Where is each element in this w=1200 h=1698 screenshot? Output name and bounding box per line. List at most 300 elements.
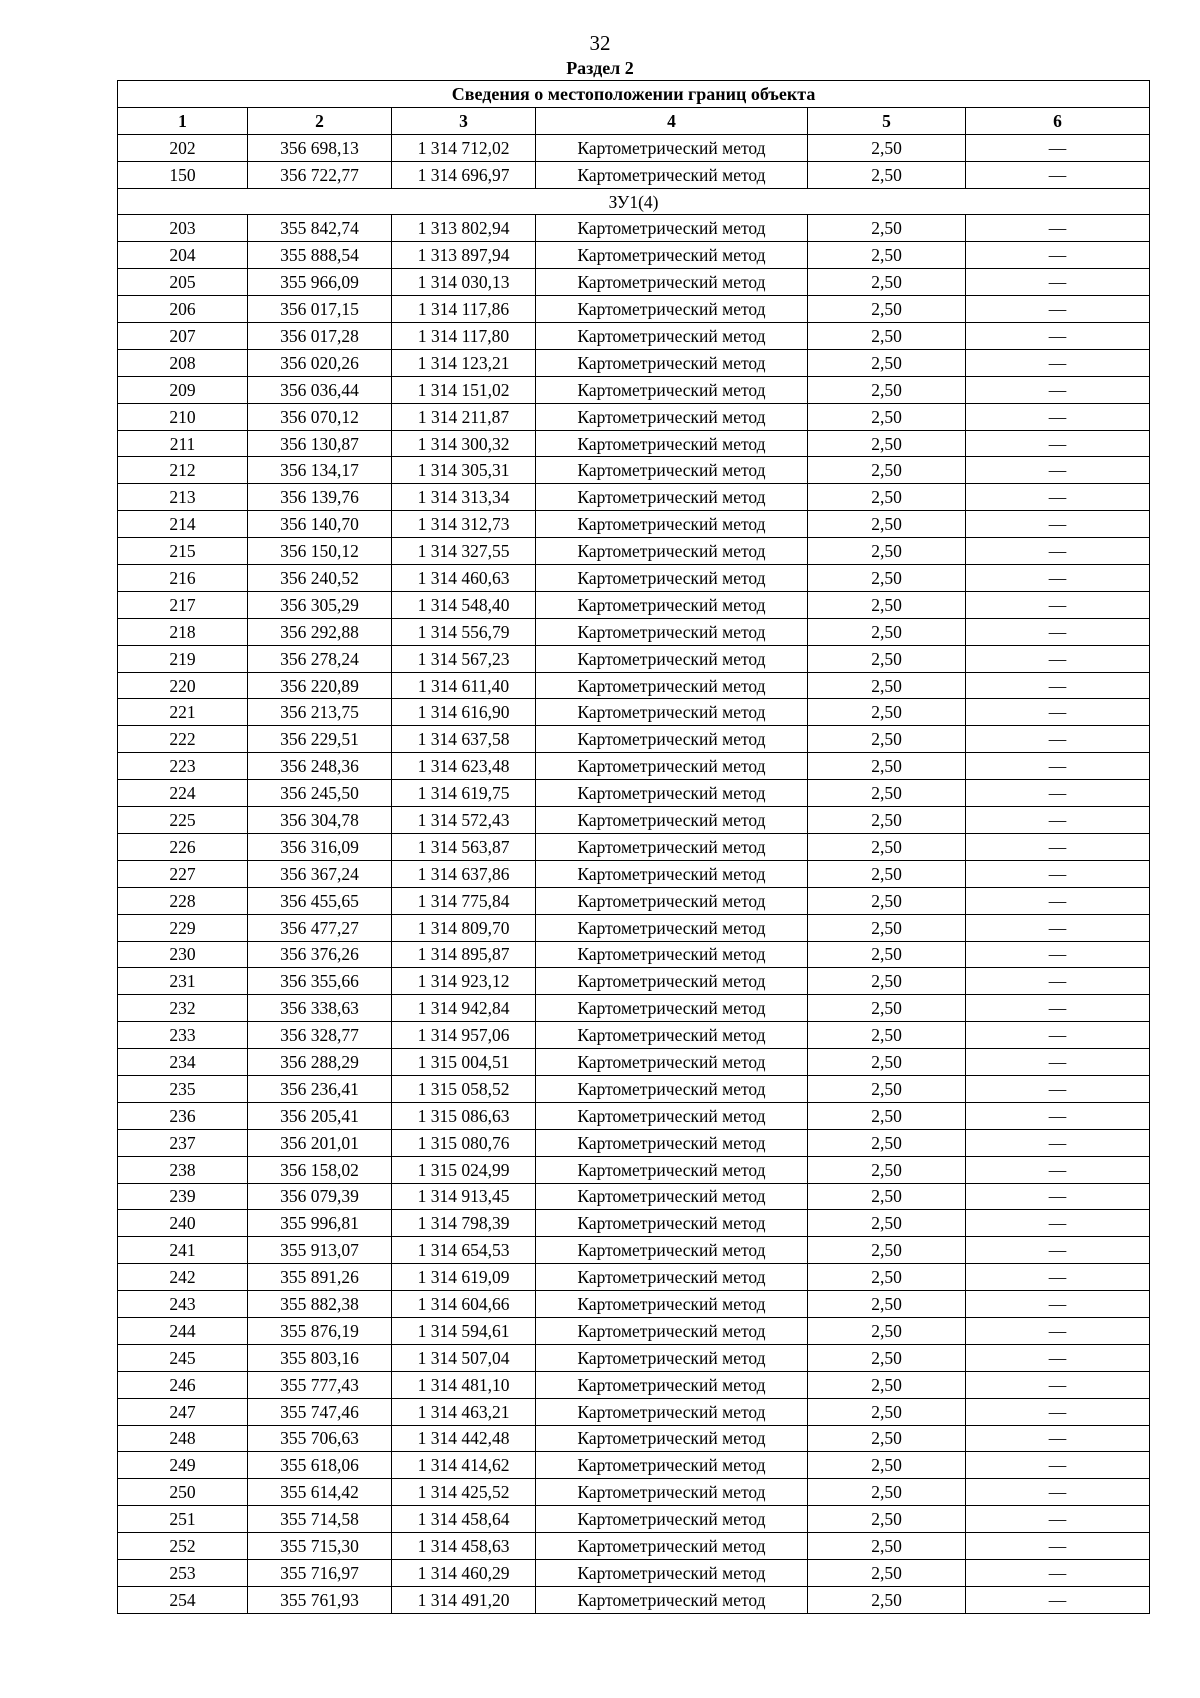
accuracy-cell: 2,50 bbox=[808, 807, 966, 834]
coordinate-y-cell: 1 314 923,12 bbox=[392, 968, 536, 995]
point-number-cell: 207 bbox=[118, 323, 248, 350]
column-header: 3 bbox=[392, 107, 536, 134]
accuracy-cell: 2,50 bbox=[808, 1344, 966, 1371]
method-cell: Картометрический метод bbox=[536, 968, 808, 995]
coordinate-y-cell: 1 315 004,51 bbox=[392, 1049, 536, 1076]
point-number-cell: 222 bbox=[118, 726, 248, 753]
table-row bbox=[118, 699, 1150, 726]
method-cell: Картометрический метод bbox=[536, 807, 808, 834]
method-cell: Картометрический метод bbox=[536, 1452, 808, 1479]
table-row bbox=[118, 807, 1150, 834]
point-number-cell: 223 bbox=[118, 753, 248, 780]
accuracy-cell: 2,50 bbox=[808, 269, 966, 296]
accuracy-cell: 2,50 bbox=[808, 726, 966, 753]
coordinate-x-cell: 356 201,01 bbox=[248, 1129, 392, 1156]
accuracy-cell: 2,50 bbox=[808, 914, 966, 941]
coordinate-y-cell: 1 314 623,48 bbox=[392, 753, 536, 780]
description-cell: — bbox=[966, 430, 1150, 457]
table-row bbox=[118, 591, 1150, 618]
coordinate-x-cell: 356 020,26 bbox=[248, 349, 392, 376]
coordinate-y-cell: 1 314 481,10 bbox=[392, 1371, 536, 1398]
coordinate-x-cell: 355 966,09 bbox=[248, 269, 392, 296]
column-header: 2 bbox=[248, 107, 392, 134]
table-row bbox=[118, 1559, 1150, 1586]
accuracy-cell: 2,50 bbox=[808, 565, 966, 592]
point-number-cell: 232 bbox=[118, 995, 248, 1022]
method-cell: Картометрический метод bbox=[536, 780, 808, 807]
accuracy-cell: 2,50 bbox=[808, 780, 966, 807]
coordinate-y-cell: 1 314 151,02 bbox=[392, 376, 536, 403]
method-cell: Картометрический метод bbox=[536, 672, 808, 699]
accuracy-cell: 2,50 bbox=[808, 1291, 966, 1318]
accuracy-cell: 2,50 bbox=[808, 1425, 966, 1452]
table-row bbox=[118, 565, 1150, 592]
method-cell: Картометрический метод bbox=[536, 1237, 808, 1264]
coordinate-y-cell: 1 314 123,21 bbox=[392, 349, 536, 376]
accuracy-cell: 2,50 bbox=[808, 1049, 966, 1076]
coordinate-y-cell: 1 314 117,80 bbox=[392, 323, 536, 350]
description-cell: — bbox=[966, 1075, 1150, 1102]
coordinate-x-cell: 356 245,50 bbox=[248, 780, 392, 807]
coordinate-x-cell: 356 130,87 bbox=[248, 430, 392, 457]
coordinate-x-cell: 356 150,12 bbox=[248, 538, 392, 565]
description-cell: — bbox=[966, 968, 1150, 995]
coordinate-x-cell: 355 913,07 bbox=[248, 1237, 392, 1264]
coordinate-x-cell: 356 205,41 bbox=[248, 1102, 392, 1129]
method-cell: Картометрический метод bbox=[536, 134, 808, 161]
point-number-cell: 202 bbox=[118, 134, 248, 161]
coordinate-y-cell: 1 314 637,86 bbox=[392, 860, 536, 887]
table-row bbox=[118, 349, 1150, 376]
table-row bbox=[118, 941, 1150, 968]
accuracy-cell: 2,50 bbox=[808, 323, 966, 350]
accuracy-cell: 2,50 bbox=[808, 403, 966, 430]
coordinate-y-cell: 1 314 117,86 bbox=[392, 296, 536, 323]
accuracy-cell: 2,50 bbox=[808, 511, 966, 538]
table-row bbox=[118, 134, 1150, 161]
coordinate-x-cell: 356 278,24 bbox=[248, 645, 392, 672]
point-number-cell: 238 bbox=[118, 1156, 248, 1183]
description-cell: — bbox=[966, 403, 1150, 430]
coordinate-x-cell: 355 761,93 bbox=[248, 1586, 392, 1613]
method-cell: Картометрический метод bbox=[536, 1398, 808, 1425]
coordinate-y-cell: 1 314 957,06 bbox=[392, 1022, 536, 1049]
description-cell: — bbox=[966, 538, 1150, 565]
table-row bbox=[118, 1129, 1150, 1156]
description-cell: — bbox=[966, 1129, 1150, 1156]
accuracy-cell: 2,50 bbox=[808, 995, 966, 1022]
table-row bbox=[118, 1075, 1150, 1102]
coordinate-x-cell: 356 722,77 bbox=[248, 161, 392, 188]
rows-before-group bbox=[118, 134, 1150, 188]
accuracy-cell: 2,50 bbox=[808, 457, 966, 484]
coordinate-y-cell: 1 314 460,63 bbox=[392, 565, 536, 592]
description-cell: — bbox=[966, 887, 1150, 914]
table-row bbox=[118, 161, 1150, 188]
column-number-row bbox=[118, 107, 1150, 134]
coordinate-y-cell: 1 314 458,63 bbox=[392, 1533, 536, 1560]
description-cell: — bbox=[966, 134, 1150, 161]
point-number-cell: 247 bbox=[118, 1398, 248, 1425]
column-header: 5 bbox=[808, 107, 966, 134]
description-cell: — bbox=[966, 376, 1150, 403]
method-cell: Картометрический метод bbox=[536, 591, 808, 618]
point-number-cell: 210 bbox=[118, 403, 248, 430]
group-row bbox=[118, 188, 1150, 215]
accuracy-cell: 2,50 bbox=[808, 134, 966, 161]
coordinate-y-cell: 1 314 654,53 bbox=[392, 1237, 536, 1264]
point-number-cell: 219 bbox=[118, 645, 248, 672]
point-number-cell: 239 bbox=[118, 1183, 248, 1210]
coordinate-y-cell: 1 315 024,99 bbox=[392, 1156, 536, 1183]
point-number-cell: 203 bbox=[118, 215, 248, 242]
description-cell: — bbox=[966, 914, 1150, 941]
coordinate-x-cell: 356 316,09 bbox=[248, 833, 392, 860]
table-row bbox=[118, 995, 1150, 1022]
method-cell: Картометрический метод bbox=[536, 726, 808, 753]
coordinate-y-cell: 1 314 300,32 bbox=[392, 430, 536, 457]
coordinate-y-cell: 1 314 563,87 bbox=[392, 833, 536, 860]
table-row bbox=[118, 1291, 1150, 1318]
page-number: 32 bbox=[589, 31, 611, 55]
coordinate-x-cell: 356 229,51 bbox=[248, 726, 392, 753]
rows-after-group bbox=[118, 215, 1150, 1613]
coordinate-y-cell: 1 314 460,29 bbox=[392, 1559, 536, 1586]
coordinate-y-cell: 1 314 619,09 bbox=[392, 1264, 536, 1291]
section-title: Раздел 2 bbox=[566, 58, 634, 78]
description-cell: — bbox=[966, 1371, 1150, 1398]
coordinate-y-cell: 1 313 802,94 bbox=[392, 215, 536, 242]
accuracy-cell: 2,50 bbox=[808, 1479, 966, 1506]
point-number-cell: 234 bbox=[118, 1049, 248, 1076]
coordinate-x-cell: 356 304,78 bbox=[248, 807, 392, 834]
point-number-cell: 217 bbox=[118, 591, 248, 618]
description-cell: — bbox=[966, 1398, 1150, 1425]
method-cell: Картометрический метод bbox=[536, 1049, 808, 1076]
point-number-cell: 227 bbox=[118, 860, 248, 887]
coordinate-x-cell: 355 891,26 bbox=[248, 1264, 392, 1291]
table-row bbox=[118, 726, 1150, 753]
caption-row bbox=[118, 81, 1150, 108]
coordinate-y-cell: 1 314 548,40 bbox=[392, 591, 536, 618]
table-row bbox=[118, 1398, 1150, 1425]
table-row bbox=[118, 376, 1150, 403]
point-number-cell: 214 bbox=[118, 511, 248, 538]
description-cell: — bbox=[966, 565, 1150, 592]
description-cell: — bbox=[966, 941, 1150, 968]
method-cell: Картометрический метод bbox=[536, 376, 808, 403]
description-cell: — bbox=[966, 1102, 1150, 1129]
method-cell: Картометрический метод bbox=[536, 618, 808, 645]
table-row bbox=[118, 242, 1150, 269]
description-cell: — bbox=[966, 699, 1150, 726]
accuracy-cell: 2,50 bbox=[808, 242, 966, 269]
point-number-cell: 251 bbox=[118, 1506, 248, 1533]
accuracy-cell: 2,50 bbox=[808, 1371, 966, 1398]
accuracy-cell: 2,50 bbox=[808, 161, 966, 188]
coordinate-y-cell: 1 314 696,97 bbox=[392, 161, 536, 188]
accuracy-cell: 2,50 bbox=[808, 296, 966, 323]
point-number-cell: 242 bbox=[118, 1264, 248, 1291]
table-row bbox=[118, 1156, 1150, 1183]
point-number-cell: 218 bbox=[118, 618, 248, 645]
method-cell: Картометрический метод bbox=[536, 215, 808, 242]
description-cell: — bbox=[966, 215, 1150, 242]
point-number-cell: 245 bbox=[118, 1344, 248, 1371]
coordinate-x-cell: 356 017,15 bbox=[248, 296, 392, 323]
point-number-cell: 249 bbox=[118, 1452, 248, 1479]
description-cell: — bbox=[966, 1533, 1150, 1560]
accuracy-cell: 2,50 bbox=[808, 1210, 966, 1237]
method-cell: Картометрический метод bbox=[536, 1344, 808, 1371]
description-cell: — bbox=[966, 161, 1150, 188]
table-row bbox=[118, 323, 1150, 350]
coordinate-x-cell: 355 882,38 bbox=[248, 1291, 392, 1318]
accuracy-cell: 2,50 bbox=[808, 1559, 966, 1586]
coordinate-y-cell: 1 314 556,79 bbox=[392, 618, 536, 645]
coordinate-y-cell: 1 314 611,40 bbox=[392, 672, 536, 699]
accuracy-cell: 2,50 bbox=[808, 941, 966, 968]
accuracy-cell: 2,50 bbox=[808, 1586, 966, 1613]
table-row bbox=[118, 1425, 1150, 1452]
table-row bbox=[118, 1506, 1150, 1533]
point-number-cell: 250 bbox=[118, 1479, 248, 1506]
coordinate-y-cell: 1 314 594,61 bbox=[392, 1317, 536, 1344]
coordinate-x-cell: 356 220,89 bbox=[248, 672, 392, 699]
table-row bbox=[118, 215, 1150, 242]
description-cell: — bbox=[966, 484, 1150, 511]
table-row bbox=[118, 1479, 1150, 1506]
accuracy-cell: 2,50 bbox=[808, 1398, 966, 1425]
method-cell: Картометрический метод bbox=[536, 753, 808, 780]
table-row bbox=[118, 403, 1150, 430]
group-label: ЗУ1(4) bbox=[118, 188, 1150, 215]
description-cell: — bbox=[966, 780, 1150, 807]
coordinate-y-cell: 1 314 567,23 bbox=[392, 645, 536, 672]
method-cell: Картометрический метод bbox=[536, 1586, 808, 1613]
point-number-cell: 241 bbox=[118, 1237, 248, 1264]
coordinate-x-cell: 356 213,75 bbox=[248, 699, 392, 726]
coordinate-y-cell: 1 314 442,48 bbox=[392, 1425, 536, 1452]
point-number-cell: 215 bbox=[118, 538, 248, 565]
table-row bbox=[118, 511, 1150, 538]
coordinate-x-cell: 356 455,65 bbox=[248, 887, 392, 914]
accuracy-cell: 2,50 bbox=[808, 538, 966, 565]
point-number-cell: 235 bbox=[118, 1075, 248, 1102]
table-row bbox=[118, 457, 1150, 484]
point-number-cell: 226 bbox=[118, 833, 248, 860]
description-cell: — bbox=[966, 1506, 1150, 1533]
table-row bbox=[118, 672, 1150, 699]
coordinate-x-cell: 355 747,46 bbox=[248, 1398, 392, 1425]
point-number-cell: 240 bbox=[118, 1210, 248, 1237]
point-number-cell: 253 bbox=[118, 1559, 248, 1586]
description-cell: — bbox=[966, 457, 1150, 484]
point-number-cell: 221 bbox=[118, 699, 248, 726]
description-cell: — bbox=[966, 1425, 1150, 1452]
method-cell: Картометрический метод bbox=[536, 1210, 808, 1237]
table-row bbox=[118, 1344, 1150, 1371]
method-cell: Картометрический метод bbox=[536, 538, 808, 565]
point-number-cell: 150 bbox=[118, 161, 248, 188]
accuracy-cell: 2,50 bbox=[808, 1506, 966, 1533]
point-number-cell: 229 bbox=[118, 914, 248, 941]
method-cell: Картометрический метод bbox=[536, 242, 808, 269]
method-cell: Картометрический метод bbox=[536, 1371, 808, 1398]
table-row bbox=[118, 860, 1150, 887]
coordinate-x-cell: 356 355,66 bbox=[248, 968, 392, 995]
accuracy-cell: 2,50 bbox=[808, 968, 966, 995]
description-cell: — bbox=[966, 1559, 1150, 1586]
method-cell: Картометрический метод bbox=[536, 1559, 808, 1586]
description-cell: — bbox=[966, 242, 1150, 269]
method-cell: Картометрический метод bbox=[536, 887, 808, 914]
coordinate-x-cell: 355 888,54 bbox=[248, 242, 392, 269]
coordinate-x-cell: 355 842,74 bbox=[248, 215, 392, 242]
table-row bbox=[118, 269, 1150, 296]
table-row bbox=[118, 430, 1150, 457]
method-cell: Картометрический метод bbox=[536, 403, 808, 430]
point-number-cell: 204 bbox=[118, 242, 248, 269]
table-row bbox=[118, 887, 1150, 914]
boundary-table bbox=[117, 80, 1150, 1614]
description-cell: — bbox=[966, 591, 1150, 618]
point-number-cell: 224 bbox=[118, 780, 248, 807]
accuracy-cell: 2,50 bbox=[808, 860, 966, 887]
table-row bbox=[118, 780, 1150, 807]
coordinate-x-cell: 356 376,26 bbox=[248, 941, 392, 968]
accuracy-cell: 2,50 bbox=[808, 1156, 966, 1183]
method-cell: Картометрический метод bbox=[536, 511, 808, 538]
table-row bbox=[118, 1533, 1150, 1560]
point-number-cell: 230 bbox=[118, 941, 248, 968]
coordinate-x-cell: 356 139,76 bbox=[248, 484, 392, 511]
coordinate-y-cell: 1 314 712,02 bbox=[392, 134, 536, 161]
point-number-cell: 208 bbox=[118, 349, 248, 376]
method-cell: Картометрический метод bbox=[536, 349, 808, 376]
coordinate-y-cell: 1 314 604,66 bbox=[392, 1291, 536, 1318]
method-cell: Картометрический метод bbox=[536, 941, 808, 968]
method-cell: Картометрический метод bbox=[536, 430, 808, 457]
table-row bbox=[118, 1452, 1150, 1479]
table-row bbox=[118, 968, 1150, 995]
coordinate-x-cell: 355 716,97 bbox=[248, 1559, 392, 1586]
accuracy-cell: 2,50 bbox=[808, 1317, 966, 1344]
coordinate-x-cell: 356 070,12 bbox=[248, 403, 392, 430]
column-header: 6 bbox=[966, 107, 1150, 134]
coordinate-x-cell: 356 698,13 bbox=[248, 134, 392, 161]
accuracy-cell: 2,50 bbox=[808, 699, 966, 726]
accuracy-cell: 2,50 bbox=[808, 1022, 966, 1049]
accuracy-cell: 2,50 bbox=[808, 215, 966, 242]
coordinate-y-cell: 1 314 313,34 bbox=[392, 484, 536, 511]
method-cell: Картометрический метод bbox=[536, 1129, 808, 1156]
description-cell: — bbox=[966, 1586, 1150, 1613]
description-cell: — bbox=[966, 296, 1150, 323]
description-cell: — bbox=[966, 860, 1150, 887]
method-cell: Картометрический метод bbox=[536, 565, 808, 592]
description-cell: — bbox=[966, 1479, 1150, 1506]
coordinate-x-cell: 356 292,88 bbox=[248, 618, 392, 645]
description-cell: — bbox=[966, 995, 1150, 1022]
table-row bbox=[118, 618, 1150, 645]
method-cell: Картометрический метод bbox=[536, 161, 808, 188]
method-cell: Картометрический метод bbox=[536, 1075, 808, 1102]
point-number-cell: 205 bbox=[118, 269, 248, 296]
description-cell: — bbox=[966, 349, 1150, 376]
coordinate-x-cell: 356 236,41 bbox=[248, 1075, 392, 1102]
coordinate-y-cell: 1 314 616,90 bbox=[392, 699, 536, 726]
accuracy-cell: 2,50 bbox=[808, 1533, 966, 1560]
table-row bbox=[118, 1371, 1150, 1398]
point-number-cell: 220 bbox=[118, 672, 248, 699]
description-cell: — bbox=[966, 1183, 1150, 1210]
coordinate-x-cell: 356 240,52 bbox=[248, 565, 392, 592]
coordinate-x-cell: 356 036,44 bbox=[248, 376, 392, 403]
method-cell: Картометрический метод bbox=[536, 645, 808, 672]
point-number-cell: 243 bbox=[118, 1291, 248, 1318]
group-section bbox=[118, 188, 1150, 215]
coordinate-x-cell: 356 140,70 bbox=[248, 511, 392, 538]
method-cell: Картометрический метод bbox=[536, 833, 808, 860]
coordinate-y-cell: 1 314 425,52 bbox=[392, 1479, 536, 1506]
method-cell: Картометрический метод bbox=[536, 457, 808, 484]
point-number-cell: 216 bbox=[118, 565, 248, 592]
table-row bbox=[118, 1210, 1150, 1237]
method-cell: Картометрический метод bbox=[536, 1291, 808, 1318]
method-cell: Картометрический метод bbox=[536, 1317, 808, 1344]
coordinate-x-cell: 356 134,17 bbox=[248, 457, 392, 484]
accuracy-cell: 2,50 bbox=[808, 1237, 966, 1264]
coordinate-y-cell: 1 314 895,87 bbox=[392, 941, 536, 968]
coordinate-y-cell: 1 313 897,94 bbox=[392, 242, 536, 269]
table-row bbox=[118, 296, 1150, 323]
method-cell: Картометрический метод bbox=[536, 1183, 808, 1210]
method-cell: Картометрический метод bbox=[536, 995, 808, 1022]
point-number-cell: 209 bbox=[118, 376, 248, 403]
column-header: 4 bbox=[536, 107, 808, 134]
coordinate-y-cell: 1 315 086,63 bbox=[392, 1102, 536, 1129]
table-row bbox=[118, 833, 1150, 860]
method-cell: Картометрический метод bbox=[536, 1533, 808, 1560]
description-cell: — bbox=[966, 1210, 1150, 1237]
accuracy-cell: 2,50 bbox=[808, 1075, 966, 1102]
description-cell: — bbox=[966, 511, 1150, 538]
table-row bbox=[118, 538, 1150, 565]
accuracy-cell: 2,50 bbox=[808, 833, 966, 860]
description-cell: — bbox=[966, 726, 1150, 753]
point-number-cell: 252 bbox=[118, 1533, 248, 1560]
coordinate-y-cell: 1 315 058,52 bbox=[392, 1075, 536, 1102]
table-row bbox=[118, 1586, 1150, 1613]
point-number-cell: 237 bbox=[118, 1129, 248, 1156]
coordinate-x-cell: 355 803,16 bbox=[248, 1344, 392, 1371]
table-header bbox=[118, 81, 1150, 135]
method-cell: Картометрический метод bbox=[536, 914, 808, 941]
table-row bbox=[118, 1237, 1150, 1264]
method-cell: Картометрический метод bbox=[536, 484, 808, 511]
point-number-cell: 246 bbox=[118, 1371, 248, 1398]
point-number-cell: 228 bbox=[118, 887, 248, 914]
description-cell: — bbox=[966, 1156, 1150, 1183]
table-row bbox=[118, 753, 1150, 780]
coordinate-y-cell: 1 314 619,75 bbox=[392, 780, 536, 807]
table-row bbox=[118, 484, 1150, 511]
point-number-cell: 236 bbox=[118, 1102, 248, 1129]
point-number-cell: 231 bbox=[118, 968, 248, 995]
coordinate-x-cell: 355 876,19 bbox=[248, 1317, 392, 1344]
description-cell: — bbox=[966, 1049, 1150, 1076]
